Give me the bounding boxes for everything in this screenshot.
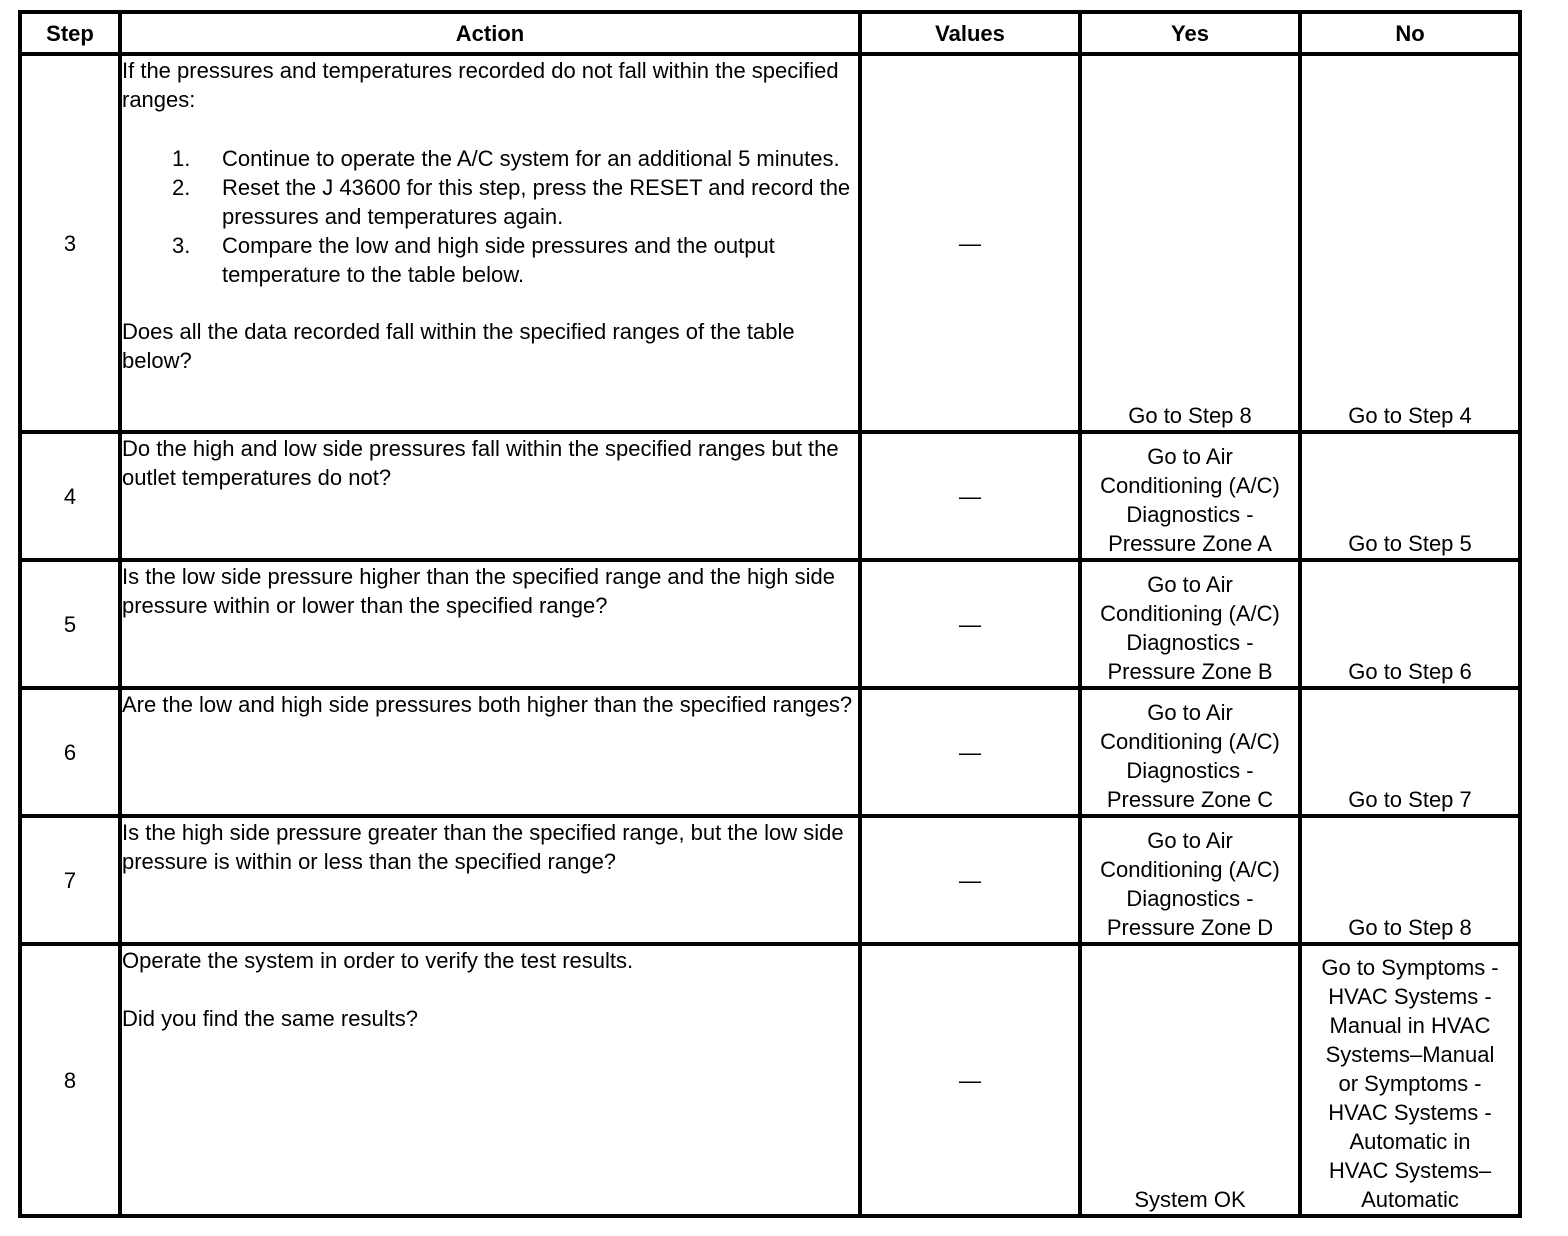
yes-line: Go to Air — [1147, 572, 1233, 597]
yes-line: Pressure Zone D — [1106, 915, 1274, 940]
values-cell: — — [860, 432, 1080, 560]
no-line: HVAC Systems– — [1328, 1158, 1492, 1183]
yes-line: Pressure Zone B — [1107, 659, 1273, 684]
step-number: 8 — [20, 944, 120, 1216]
values-cell: — — [860, 54, 1080, 432]
header-action: Action — [120, 12, 860, 54]
yes-line: Go to Air — [1147, 444, 1233, 469]
action-cell: Do the high and low side pressures fall within the specified ranges but the outlet temperatures do not? — [120, 432, 860, 560]
yes-line: Go to Air — [1147, 700, 1233, 725]
yes-cell: Go to Step 8 — [1080, 54, 1300, 432]
list-item — [172, 173, 858, 231]
no-cell: Go to Step 7 — [1300, 688, 1520, 816]
table-row — [20, 560, 1520, 688]
yes-cell — [1080, 432, 1300, 560]
no-line: HVAC Systems - — [1328, 1100, 1492, 1125]
list-number: 1. — [172, 146, 191, 171]
table-row — [20, 54, 1520, 432]
action-cell: Is the low side pressure higher than the specified range and the high side pressure within or lower than the specified range? — [120, 560, 860, 688]
list-item — [172, 144, 858, 173]
no-line: Go to Symptoms - — [1321, 955, 1499, 980]
action-cell — [120, 54, 860, 432]
action-intro: Operate the system in order to verify the test results. — [122, 948, 634, 973]
diagnostic-table — [18, 10, 1522, 1218]
step-number: 3 — [20, 54, 120, 432]
list-text: Reset the J 43600 for this step, press the RESET and record the pressures and temperatures again. — [222, 175, 851, 229]
step-number: 6 — [20, 688, 120, 816]
action-cell — [120, 944, 860, 1216]
action-cell: Is the high side pressure greater than the specified range, but the low side pressure is within or less than the specified range? — [120, 816, 860, 944]
list-number: 2. — [172, 175, 191, 200]
yes-cell — [1080, 816, 1300, 944]
yes-cell — [1080, 688, 1300, 816]
yes-line: Pressure Zone A — [1108, 531, 1272, 556]
yes-line: Diagnostics - — [1126, 886, 1254, 911]
action-question: Does all the data recorded fall within the specified ranges of the table below? — [122, 319, 795, 373]
table-row — [20, 688, 1520, 816]
step-number: 5 — [20, 560, 120, 688]
values-cell: — — [860, 944, 1080, 1216]
table-row — [20, 816, 1520, 944]
action-question: Did you find the same results? — [122, 1006, 418, 1031]
yes-line: Conditioning (A/C) — [1100, 473, 1280, 498]
no-cell: Go to Step 5 — [1300, 432, 1520, 560]
yes-line: Diagnostics - — [1126, 502, 1254, 527]
yes-line: Go to Air — [1147, 828, 1233, 853]
header-step: Step — [20, 12, 120, 54]
action-intro: If the pressures and temperatures recorded do not fall within the specified ranges: — [122, 58, 839, 112]
no-line: Automatic — [1361, 1187, 1459, 1212]
header-values: Values — [860, 12, 1080, 54]
yes-line: Conditioning (A/C) — [1100, 601, 1280, 626]
action-cell: Are the low and high side pressures both higher than the specified ranges? — [120, 688, 860, 816]
list-text: Continue to operate the A/C system for an additional 5 minutes. — [222, 146, 840, 171]
no-line: or Symptoms - — [1338, 1071, 1482, 1096]
yes-line: Pressure Zone C — [1106, 787, 1274, 812]
step-number: 7 — [20, 816, 120, 944]
header-row — [20, 12, 1520, 54]
no-cell: Go to Step 6 — [1300, 560, 1520, 688]
step-number: 4 — [20, 432, 120, 560]
yes-cell — [1080, 560, 1300, 688]
list-text: Compare the low and high side pressures and the output temperature to the table below. — [222, 233, 775, 287]
table-row — [20, 432, 1520, 560]
no-cell: Go to Step 8 — [1300, 816, 1520, 944]
header-no: No — [1300, 12, 1520, 54]
values-cell: — — [860, 688, 1080, 816]
yes-line: Diagnostics - — [1126, 630, 1254, 655]
table-row — [20, 944, 1520, 1216]
list-item — [172, 231, 858, 289]
no-cell: Go to Step 4 — [1300, 54, 1520, 432]
no-line: Automatic in — [1349, 1129, 1471, 1154]
values-cell: — — [860, 560, 1080, 688]
no-line: Systems–Manual — [1325, 1042, 1495, 1067]
yes-cell: System OK — [1080, 944, 1300, 1216]
yes-line: Conditioning (A/C) — [1100, 729, 1280, 754]
action-list — [122, 144, 858, 289]
yes-line: Diagnostics - — [1126, 758, 1254, 783]
header-yes: Yes — [1080, 12, 1300, 54]
no-line: Manual in HVAC — [1329, 1013, 1491, 1038]
yes-line: Conditioning (A/C) — [1100, 857, 1280, 882]
list-number: 3. — [172, 233, 191, 258]
no-cell — [1300, 944, 1520, 1216]
values-cell: — — [860, 816, 1080, 944]
no-line: HVAC Systems - — [1328, 984, 1492, 1009]
